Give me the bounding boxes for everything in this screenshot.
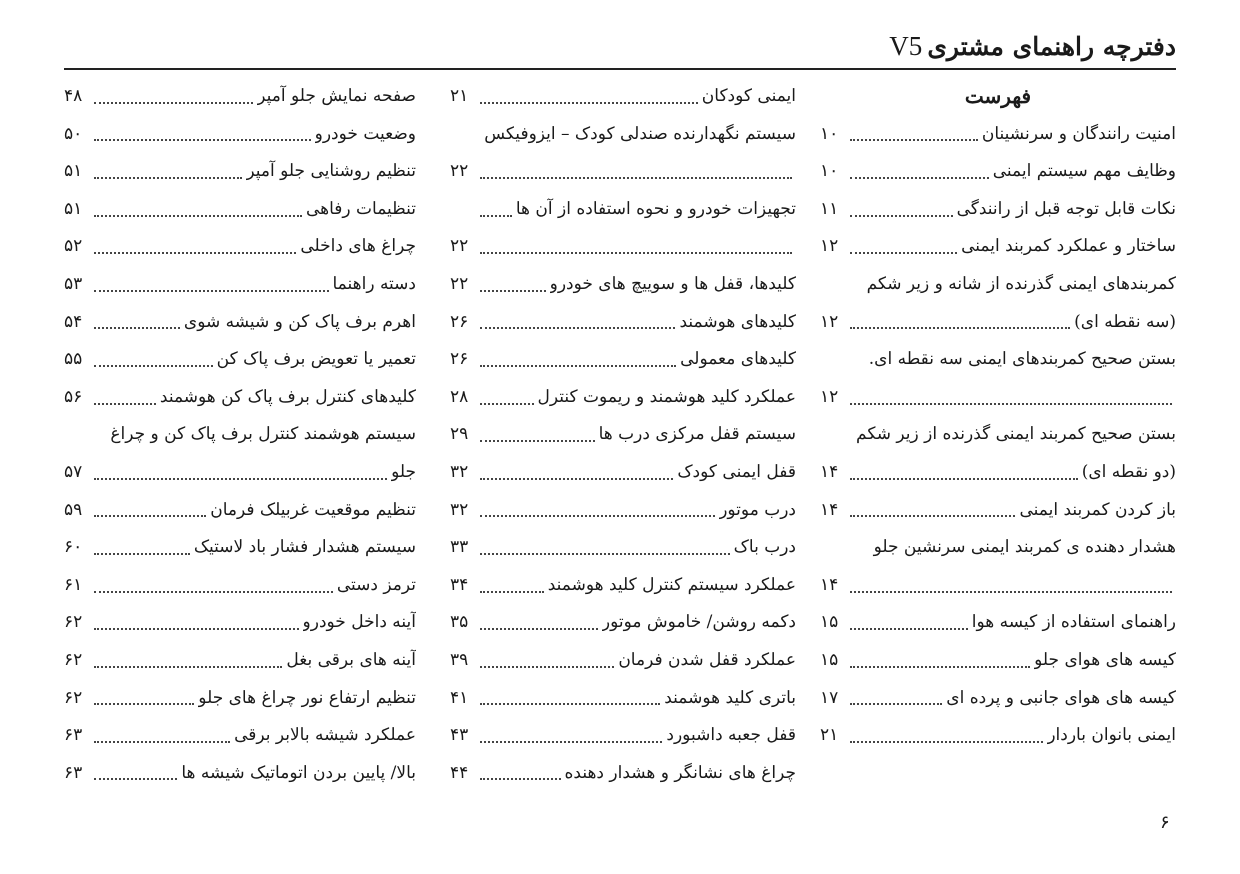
dot-leader bbox=[480, 102, 698, 104]
toc-entry[interactable] bbox=[64, 680, 416, 718]
toc-entry[interactable] bbox=[64, 454, 416, 492]
toc-entry[interactable] bbox=[820, 680, 1176, 718]
dot-leader bbox=[480, 365, 676, 367]
toc-entry[interactable] bbox=[64, 153, 416, 191]
toc-entry-continued: کمربندهای ایمنی گذرنده از شانه و زیر شکم bbox=[866, 273, 1176, 294]
toc-entry[interactable] bbox=[820, 567, 1176, 605]
dot-leader bbox=[94, 290, 329, 292]
toc-entry-title: ایمنی بانوان باردار bbox=[1047, 725, 1176, 746]
toc-entry-title: عملکرد قفل شدن فرمان bbox=[618, 649, 796, 670]
toc-entry-page: ۱۲ bbox=[820, 386, 839, 407]
toc-entry[interactable] bbox=[450, 416, 796, 454]
dot-leader bbox=[850, 478, 1078, 480]
toc-entry-page: ۲۸ bbox=[450, 386, 469, 407]
dot-leader bbox=[850, 177, 989, 179]
toc-entry-page: ۵۴ bbox=[64, 311, 83, 332]
toc-entry-page: ۳۳ bbox=[450, 537, 469, 558]
toc-heading: فهرست bbox=[964, 84, 1032, 108]
dot-leader bbox=[850, 666, 1030, 668]
toc-entry-title: نکات قابل توجه قبل از رانندگی bbox=[956, 198, 1176, 219]
toc-entry-page: ۶۲ bbox=[64, 687, 83, 708]
toc-entry[interactable] bbox=[64, 604, 416, 642]
toc-entry-title: عملکرد شیشه بالابر برقی bbox=[234, 725, 416, 746]
dot-leader bbox=[850, 591, 1172, 593]
toc-entry-page: ۱۰ bbox=[820, 161, 839, 182]
dot-leader bbox=[480, 628, 598, 630]
dot-leader bbox=[480, 553, 730, 555]
toc-entry[interactable] bbox=[64, 379, 416, 417]
toc-entry[interactable] bbox=[64, 642, 416, 680]
toc-entry-page: ۲۹ bbox=[450, 424, 469, 445]
toc-entry-page: ۳۹ bbox=[450, 649, 469, 670]
toc-entry-title: کلیدهای کنترل برف پاک کن هوشمند bbox=[159, 386, 416, 407]
toc-entry-page: ۶۲ bbox=[64, 649, 83, 670]
toc-entry[interactable] bbox=[64, 228, 416, 266]
toc-entry[interactable] bbox=[450, 492, 796, 530]
toc-entry[interactable] bbox=[64, 567, 416, 605]
toc-entry-title: باز کردن کمربند ایمنی bbox=[1019, 499, 1176, 520]
toc-entry-continued: هشدار دهنده ی کمربند ایمنی سرنشین جلو bbox=[873, 537, 1176, 558]
toc-entry-continued: سیستم نگهدارنده صندلی کودک – ایزوفیکس bbox=[484, 123, 796, 144]
toc-entry-title: وضعیت خودرو bbox=[314, 123, 416, 144]
toc-entry[interactable] bbox=[450, 604, 796, 642]
dot-leader bbox=[94, 515, 206, 517]
toc-entry-page: ۶۲ bbox=[64, 612, 83, 633]
toc-entry-title: عملکرد سیستم کنترل کلید هوشمند bbox=[547, 574, 796, 595]
toc-entry[interactable] bbox=[64, 341, 416, 379]
toc-entry[interactable] bbox=[820, 717, 1176, 755]
toc-entry-page: ۵۲ bbox=[64, 236, 83, 257]
toc-entry-title: درب موتور bbox=[719, 499, 796, 520]
toc-entry-title: کلیدهای معمولی bbox=[680, 349, 796, 370]
toc-entry-page: ۴۳ bbox=[450, 725, 469, 746]
toc-entry-page: ۵۳ bbox=[64, 273, 83, 294]
toc-entry[interactable] bbox=[450, 755, 796, 793]
toc-entry[interactable] bbox=[64, 78, 416, 116]
toc-entry-page: ۶۰ bbox=[64, 537, 83, 558]
toc-entry[interactable] bbox=[64, 191, 416, 229]
toc-entry-page: ۲۲ bbox=[450, 273, 469, 294]
toc-entry-title: کیسه های هوای جانبی و پرده ای bbox=[946, 687, 1176, 708]
dot-leader bbox=[480, 290, 546, 292]
toc-entry[interactable] bbox=[64, 717, 416, 755]
toc-entry-title: قفل جعبه داشبورد bbox=[666, 725, 796, 746]
toc-entry-page: ۱۲ bbox=[820, 236, 839, 257]
dot-leader bbox=[850, 139, 978, 141]
dot-leader bbox=[480, 478, 673, 480]
toc-entry[interactable] bbox=[820, 604, 1176, 642]
toc-entry-page: ۴۴ bbox=[450, 762, 469, 783]
dot-leader bbox=[94, 741, 230, 743]
toc-entry[interactable] bbox=[450, 228, 796, 266]
toc-column-2 bbox=[450, 78, 796, 792]
toc-entry-continued: بستن صحیح کمربند ایمنی گذرنده از زیر شکم bbox=[856, 424, 1176, 445]
dot-leader bbox=[480, 177, 792, 179]
toc-entry[interactable] bbox=[450, 642, 796, 680]
toc-entry-page: ۶۳ bbox=[64, 762, 83, 783]
dot-leader bbox=[850, 741, 1043, 743]
toc-entry-title: ساختار و عملکرد کمربند ایمنی bbox=[961, 236, 1176, 257]
toc-entry-page: ۱۰ bbox=[820, 123, 839, 144]
dot-leader bbox=[94, 778, 177, 780]
toc-entry-title: سیستم هشدار فشار باد لاستیک bbox=[193, 537, 416, 558]
toc-entry[interactable] bbox=[450, 78, 796, 116]
toc-entry-page: ۱۷ bbox=[820, 687, 839, 708]
toc-entry-page: ۵۷ bbox=[64, 461, 83, 482]
toc-entry[interactable] bbox=[64, 116, 416, 154]
toc-entry[interactable] bbox=[450, 266, 796, 304]
toc-entry-title: صفحه نمایش جلو آمپر bbox=[257, 86, 416, 106]
toc-entry[interactable] bbox=[820, 116, 1176, 154]
toc-entry-page: ۵۰ bbox=[64, 123, 83, 144]
toc-entry-page: ۶۳ bbox=[64, 725, 83, 746]
dot-leader bbox=[850, 327, 1070, 329]
page-number: ۶ bbox=[1160, 812, 1170, 833]
dot-leader bbox=[850, 703, 942, 705]
dot-leader bbox=[480, 778, 561, 780]
toc-entry[interactable] bbox=[450, 567, 796, 605]
dot-leader bbox=[94, 102, 253, 104]
dot-leader bbox=[94, 591, 333, 593]
toc-entry-title: (دو نقطه ای) bbox=[1081, 461, 1176, 482]
toc-entry-title: سیستم قفل مرکزی درب ها bbox=[598, 424, 796, 445]
toc-entry-page: ۲۲ bbox=[450, 161, 469, 182]
toc-entry[interactable] bbox=[450, 680, 796, 718]
toc-entry-page: ۵۶ bbox=[64, 386, 83, 407]
toc-entry-title: قفل ایمنی کودک bbox=[677, 461, 796, 482]
toc-entry-page: ۴۱ bbox=[450, 687, 469, 708]
toc-entry-page: ۱۴ bbox=[820, 461, 839, 482]
toc-entry-title: بالا/ پایین بردن اتوماتیک شیشه ها bbox=[181, 762, 416, 783]
toc-entry-title: تنظیم ارتفاع نور چراغ های جلو bbox=[198, 687, 416, 708]
toc-entry-continued: سیستم هوشمند کنترل برف پاک کن و چراغ bbox=[110, 424, 416, 445]
dot-leader bbox=[480, 403, 534, 405]
toc-entry[interactable] bbox=[64, 304, 416, 342]
toc-entry-title: ترمز دستی bbox=[336, 574, 416, 595]
toc-entry-page: ۲۲ bbox=[450, 236, 469, 257]
toc-entry-page: ۶۱ bbox=[64, 574, 83, 595]
toc-entry[interactable] bbox=[820, 492, 1176, 530]
toc-entry-title: (سه نقطه ای) bbox=[1074, 311, 1176, 332]
dot-leader bbox=[94, 403, 156, 405]
toc-entry[interactable] bbox=[450, 191, 796, 229]
toc-entry-page: ۲۶ bbox=[450, 349, 469, 370]
toc-entry-page: ۳۵ bbox=[450, 612, 469, 633]
dot-leader bbox=[480, 666, 614, 668]
toc-entry-title: آینه داخل خودرو bbox=[302, 612, 416, 633]
toc-entry-page: ۳۲ bbox=[450, 499, 469, 520]
toc-entry[interactable] bbox=[820, 454, 1176, 492]
dot-leader bbox=[480, 252, 792, 254]
toc-entry[interactable] bbox=[820, 191, 1176, 229]
toc-entry-page: ۲۱ bbox=[450, 86, 469, 106]
toc-column-3 bbox=[64, 78, 416, 792]
toc-column-1 bbox=[820, 78, 1176, 755]
toc-entry-title: تعمیر یا تعویض برف پاک کن bbox=[216, 349, 416, 370]
toc-entry[interactable] bbox=[450, 379, 796, 417]
toc-entry[interactable] bbox=[64, 492, 416, 530]
dot-leader bbox=[94, 252, 296, 254]
toc-entry[interactable] bbox=[450, 454, 796, 492]
toc-entry-page: ۵۱ bbox=[64, 198, 83, 219]
toc-entry[interactable] bbox=[64, 755, 416, 793]
toc-entry[interactable] bbox=[450, 529, 796, 567]
toc-entry-page: ۲۶ bbox=[450, 311, 469, 332]
toc-entry-page: ۱۲ bbox=[820, 311, 839, 332]
dot-leader bbox=[94, 478, 387, 480]
dot-leader bbox=[480, 741, 662, 743]
toc-entry-title: کلیدها، قفل ها و سوییچ های خودرو bbox=[549, 273, 796, 294]
toc-entry-title: کیسه های هوای جلو bbox=[1034, 649, 1176, 670]
dot-leader bbox=[850, 628, 968, 630]
toc-entry-title: اهرم برف پاک کن و شیشه شوی bbox=[183, 311, 416, 332]
dot-leader bbox=[850, 252, 957, 254]
dot-leader bbox=[480, 515, 715, 517]
toc-entry-page: ۵۵ bbox=[64, 349, 83, 370]
dot-leader bbox=[480, 327, 675, 329]
toc-entry[interactable] bbox=[450, 304, 796, 342]
toc-entry-title: عملکرد کلید هوشمند و ریموت کنترل bbox=[537, 386, 796, 407]
toc-entry-page: ۳۲ bbox=[450, 461, 469, 482]
toc-entry[interactable] bbox=[450, 341, 796, 379]
toc-entry-page: ۵۱ bbox=[64, 161, 83, 182]
toc-entry-title: باتری کلید هوشمند bbox=[664, 687, 796, 708]
toc-entry-title: وظایف مهم سیستم ایمنی bbox=[992, 161, 1176, 182]
toc-entry[interactable] bbox=[820, 228, 1176, 266]
toc-entry-page: ۲۱ bbox=[820, 725, 839, 746]
dot-leader bbox=[94, 177, 242, 179]
toc-entry-page: ۳۴ bbox=[450, 574, 469, 595]
toc-entry-title: آینه های برقی بغل bbox=[286, 649, 416, 670]
toc-entry-page: ۱۵ bbox=[820, 612, 839, 633]
toc-entry-title: دکمه روشن/ خاموش موتور bbox=[601, 612, 796, 633]
dot-leader bbox=[94, 666, 282, 668]
toc-entry[interactable] bbox=[820, 379, 1176, 417]
toc-entry[interactable] bbox=[820, 153, 1176, 191]
toc-entry-page: ۱۴ bbox=[820, 574, 839, 595]
toc-entry-title: راهنمای استفاده از کیسه هوا bbox=[971, 612, 1176, 633]
toc-entry-title: تنظیم روشنایی جلو آمپر bbox=[246, 161, 416, 182]
dot-leader bbox=[94, 365, 213, 367]
manual-title: دفترچه راهنمای مشتری bbox=[927, 32, 1176, 61]
toc-entry[interactable] bbox=[820, 304, 1176, 342]
dot-leader bbox=[480, 703, 660, 705]
toc-entry-page: ۱۴ bbox=[820, 499, 839, 520]
dot-leader bbox=[94, 139, 311, 141]
toc-entry-title: ایمنی کودکان bbox=[701, 86, 796, 106]
page-header bbox=[64, 28, 1176, 70]
dot-leader bbox=[94, 327, 180, 329]
toc-entry[interactable] bbox=[64, 266, 416, 304]
model-name: V5 bbox=[889, 31, 923, 61]
toc-entry-page: ۱۵ bbox=[820, 649, 839, 670]
toc-entry-title: چراغ های نشانگر و هشدار دهنده bbox=[564, 762, 796, 783]
toc-entry[interactable] bbox=[450, 717, 796, 755]
toc-entry[interactable] bbox=[450, 153, 796, 191]
toc-entry-title: امنیت رانندگان و سرنشینان bbox=[981, 123, 1176, 144]
toc-entry[interactable] bbox=[64, 529, 416, 567]
dot-leader bbox=[850, 403, 1172, 405]
toc-entry-title: تنظیم موقعیت غربیلک فرمان bbox=[210, 499, 416, 520]
toc-entry-page: ۴۸ bbox=[64, 86, 83, 106]
dot-leader bbox=[94, 553, 190, 555]
toc-entry-title: چراغ های داخلی bbox=[300, 236, 416, 257]
toc-entry-title: درب باک bbox=[733, 537, 796, 558]
toc-entry-page: ۱۱ bbox=[820, 198, 839, 219]
dot-leader bbox=[94, 628, 299, 630]
toc-entry-title: تنظیمات رفاهی bbox=[305, 198, 416, 219]
dot-leader bbox=[94, 215, 302, 217]
dot-leader bbox=[480, 591, 544, 593]
toc-entry-title: تجهیزات خودرو و نحوه استفاده از آن ها bbox=[515, 198, 796, 219]
dot-leader bbox=[850, 515, 1015, 517]
toc-entry-title: جلو bbox=[391, 461, 416, 482]
toc-entry-title: کلیدهای هوشمند bbox=[679, 311, 796, 332]
dot-leader bbox=[480, 440, 595, 442]
toc-entry-title: دسته راهنما bbox=[332, 273, 416, 294]
toc-entry[interactable] bbox=[820, 642, 1176, 680]
toc-entry-page: ۵۹ bbox=[64, 499, 83, 520]
dot-leader bbox=[480, 215, 512, 217]
toc-entry-continued: بستن صحیح کمربندهای ایمنی سه نقطه ای. bbox=[868, 349, 1176, 370]
dot-leader bbox=[850, 215, 953, 217]
dot-leader bbox=[94, 703, 194, 705]
